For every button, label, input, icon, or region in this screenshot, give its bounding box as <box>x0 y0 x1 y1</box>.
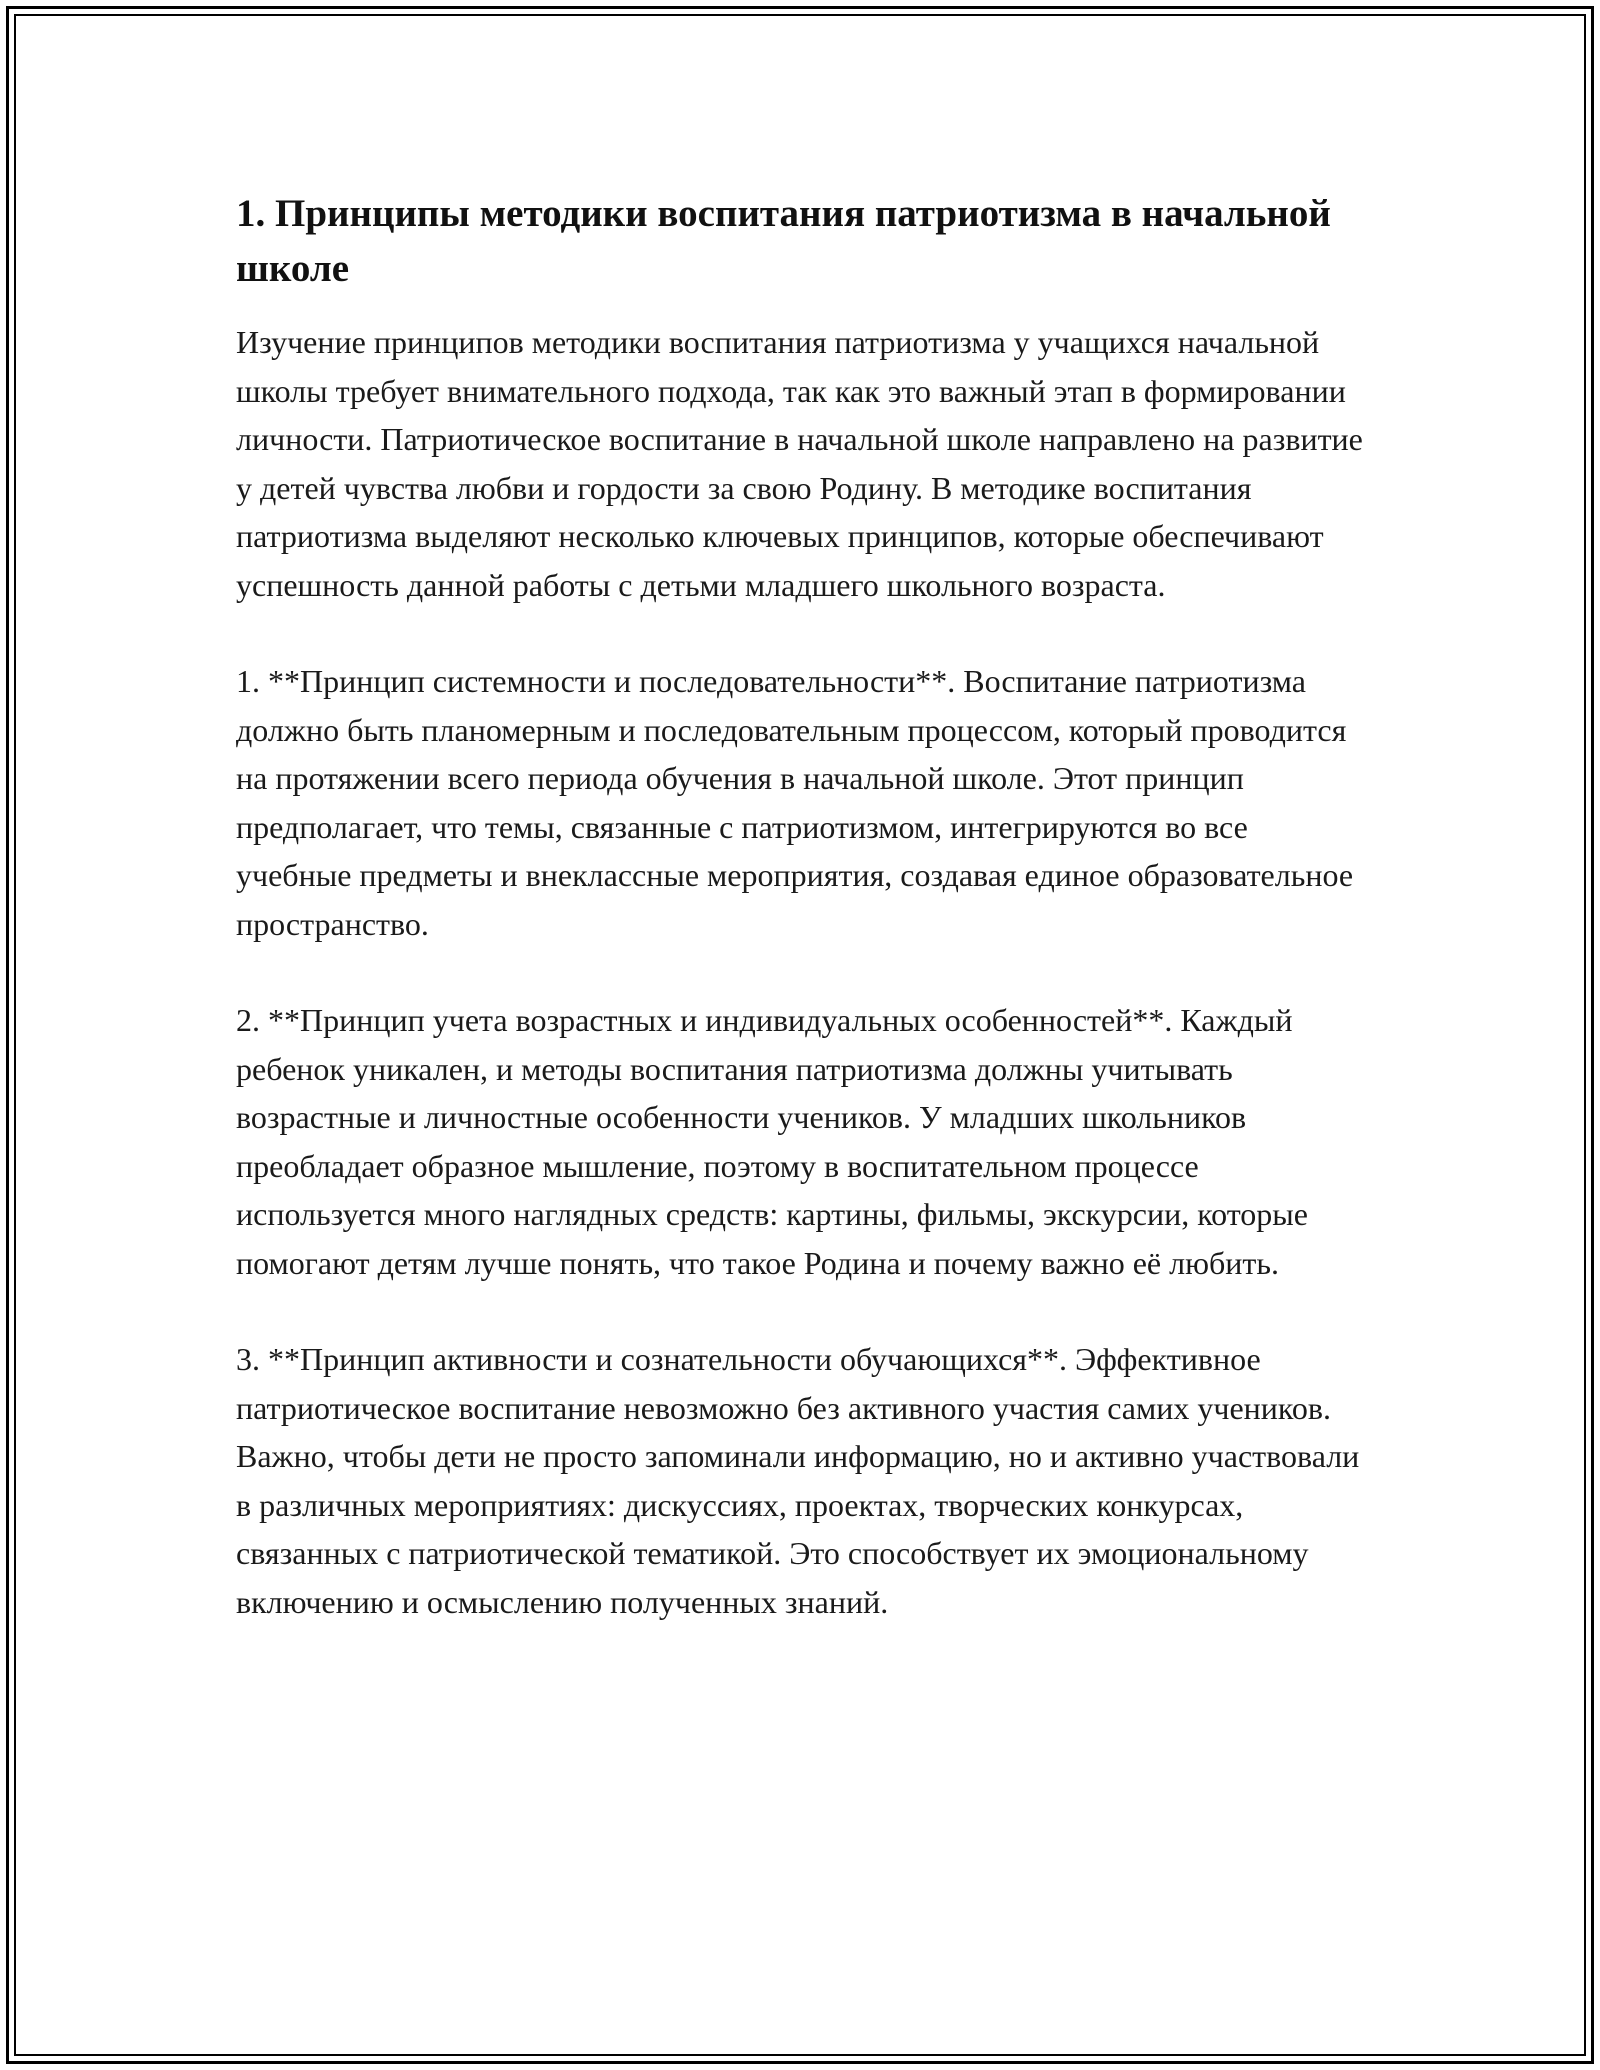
section-heading: 1. Принципы методики воспитания патриотизма в начальной школе <box>236 192 1331 290</box>
document-body <box>236 186 1366 1674</box>
intro-paragraph: Изучение принципов методики воспитания патриотизма у учащихся начальной школы требует внимательного подхода, так как это важный этап в формировании личности. Патриотическое воспитание в начальной школе направлено на развитие у детей чувства любви и гордости за свою Родину. В методике воспитания патриотизма выделяют несколько ключевых принципов, которые обеспечивают успешность данной работы с детьми младшего школьного возраста. <box>236 324 1363 603</box>
principle-paragraph-1: 1. **Принцип системности и последовательности**. Воспитание патриотизма должно быть планомерным и последовательным процессом, который проводится на протяжении всего периода обучения в начальной школе. Этот принцип предполагает, что темы, связанные с патриотизмом, интегрируются во все учебные предметы и внеклассные мероприятия, создавая единое образовательное пространство. <box>236 663 1354 942</box>
principle-paragraph-3: 3. **Принцип активности и сознательности обучающихся**. Эффективное патриотическое воспитание невозможно без активного участия самих учеников. Важно, чтобы дети не просто запоминали информацию, но и активно участвовали в различных мероприятиях: дискуссиях, проектах, творческих конкурсах, связанных с патриотической тематикой. Это способствует их эмоциональному включению и осмыслению полученных знаний. <box>236 1341 1360 1620</box>
principle-paragraph-2: 2. **Принцип учета возрастных и индивидуальных особенностей**. Каждый ребенок уникален, и методы воспитания патриотизма должны учитывать возрастные и личностные особенности учеников. У младших школьников преобладает образное мышление, поэтому в воспитательном процессе используется много наглядных средств: картины, фильмы, экскурсии, которые помогают детям лучше понять, что такое Родина и почему важно её любить. <box>236 1002 1308 1281</box>
